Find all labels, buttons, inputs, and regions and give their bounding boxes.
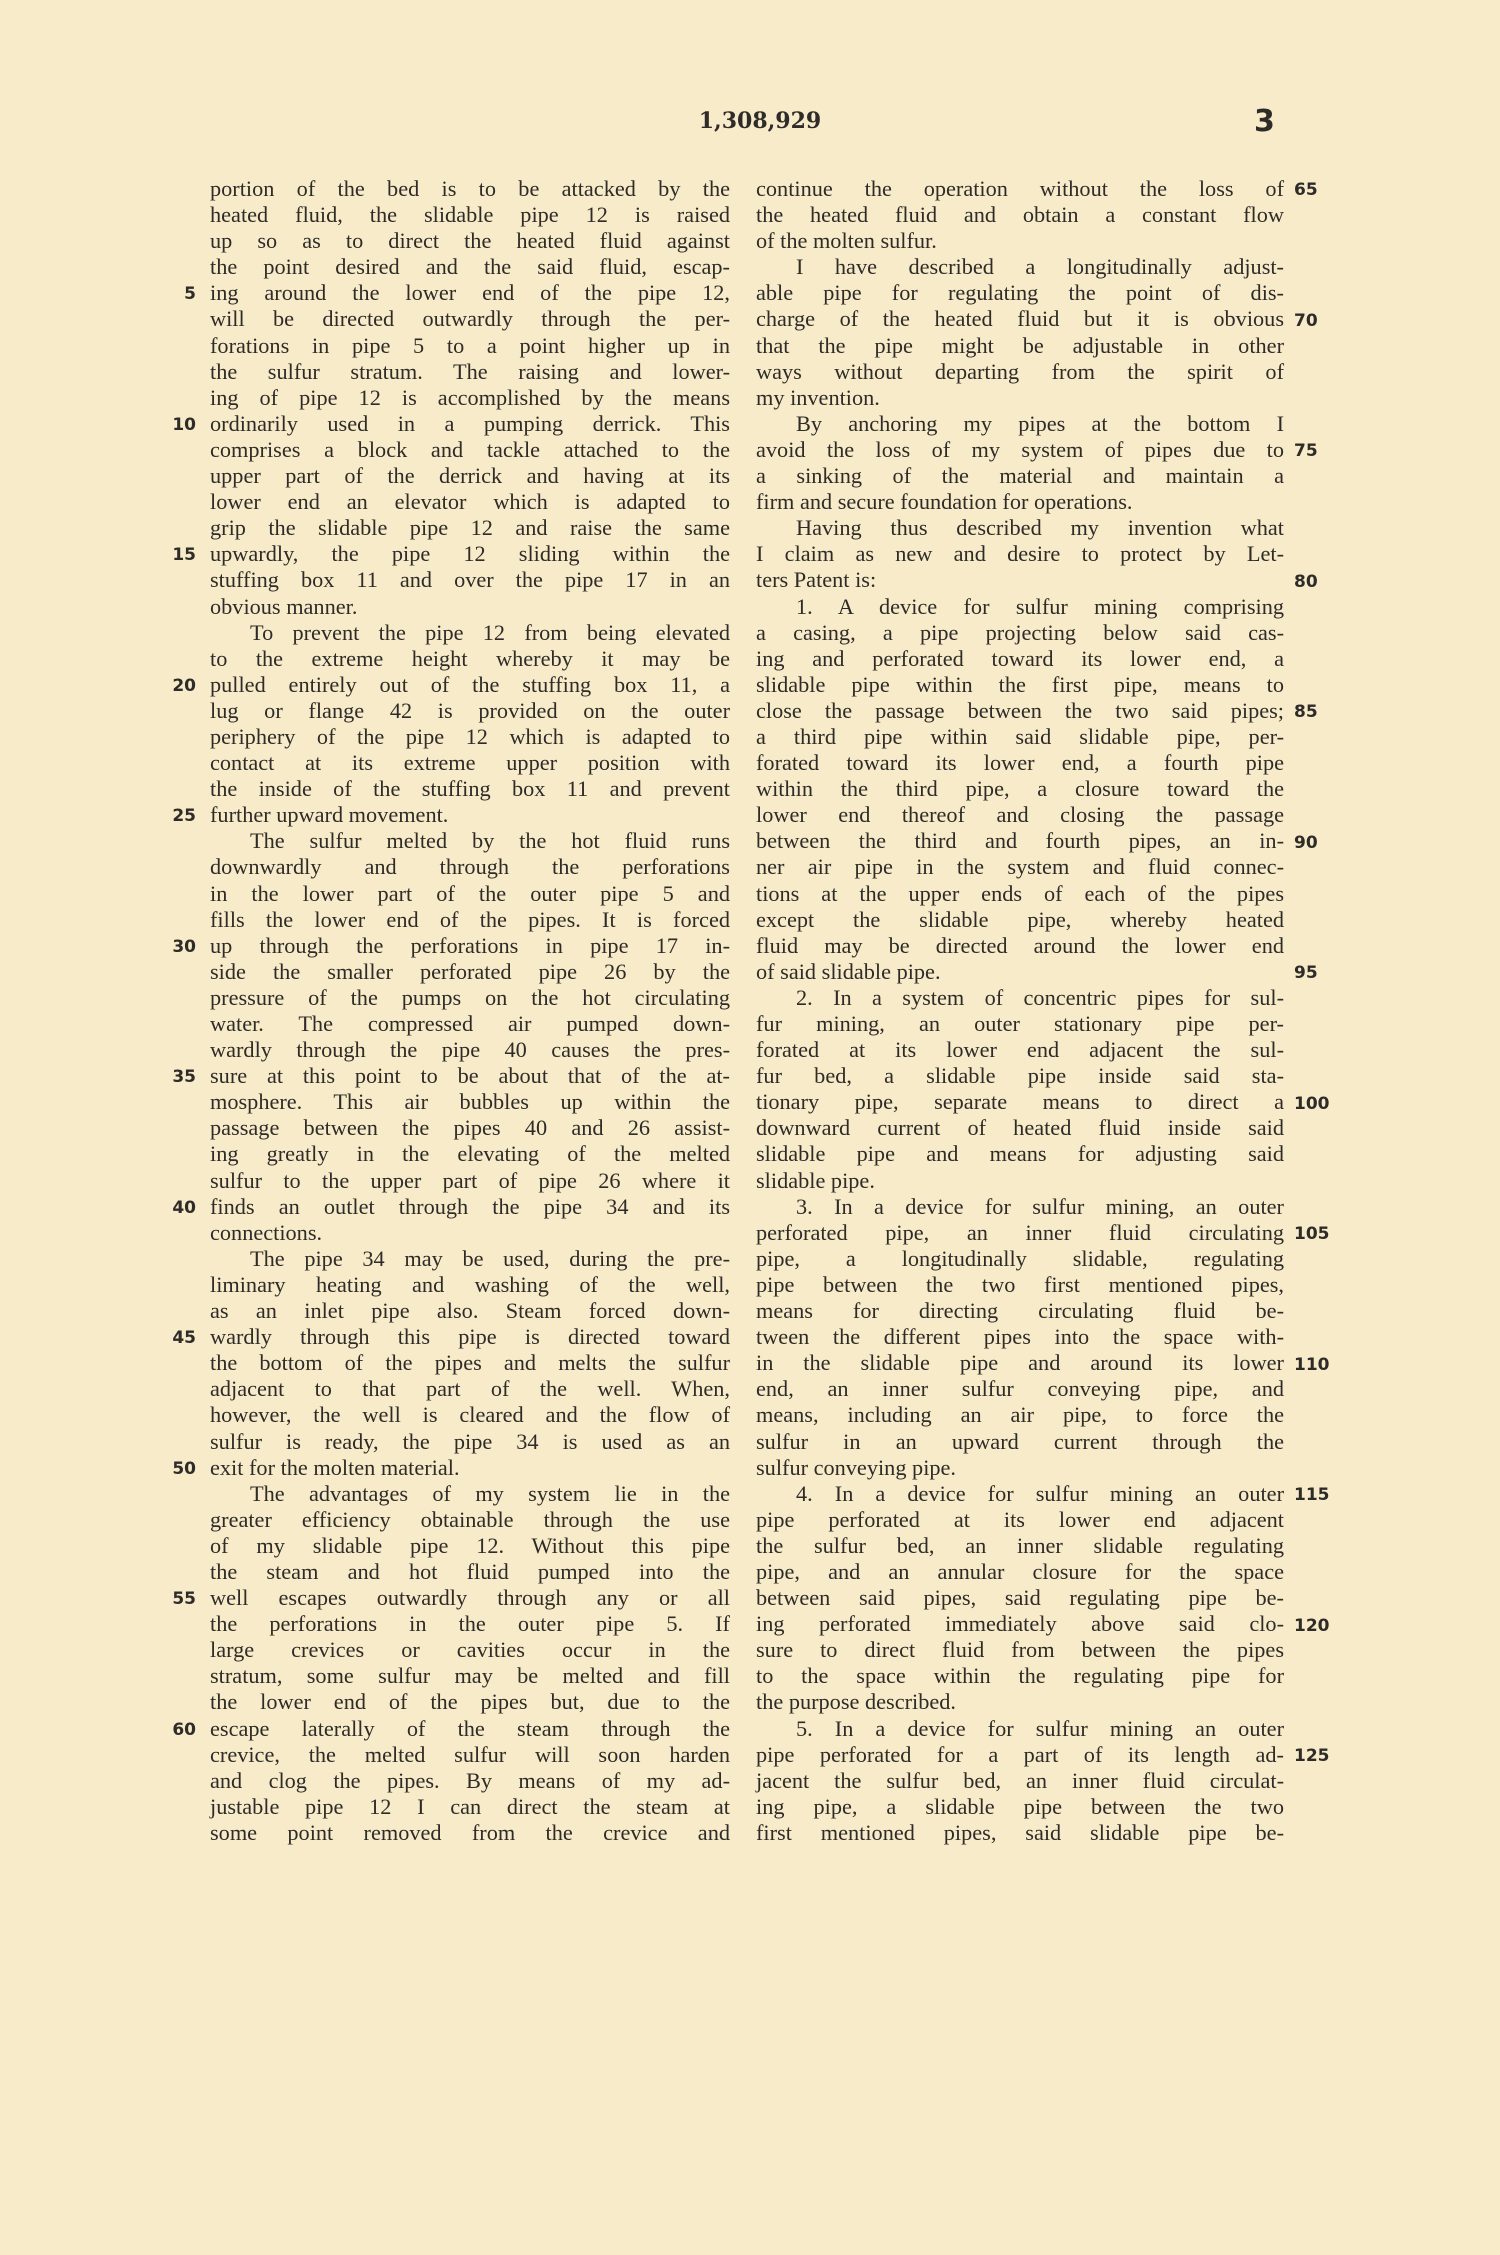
text-line: the steam and hot fluid pumped into the xyxy=(210,1558,730,1584)
line-number: 80 xyxy=(1294,571,1318,592)
text-line: lower end thereof and closing the passage xyxy=(756,802,1284,828)
text-line: pipe perforated for a part of its length ad- xyxy=(756,1741,1284,1767)
line-number: 85 xyxy=(1294,702,1318,722)
text-line: firm and secure foundation for operations. xyxy=(756,489,1133,515)
text-line: sulfur in an upward current through the xyxy=(756,1428,1284,1454)
text-line: my invention. xyxy=(756,384,880,410)
text-line: well escapes outwardly through any or all xyxy=(210,1585,730,1611)
line-number: 120 xyxy=(1294,1615,1330,1636)
text-line: the sulfur stratum. The raising and lower- xyxy=(210,358,730,384)
text-line: pipe, and an annular closure for the space xyxy=(756,1558,1284,1584)
text-line: ing perforated immediately above said clo- xyxy=(756,1611,1284,1637)
text-line: means, including an air pipe, to force the xyxy=(756,1402,1284,1428)
text-line: pipe, a longitudinally slidable, regulating xyxy=(756,1245,1284,1271)
text-line: heated fluid, the slidable pipe 12 is raised xyxy=(210,202,730,228)
text-line: greater efficiency obtainable through the use xyxy=(210,1506,730,1532)
text-line: finds an outlet through the pipe 34 and its xyxy=(210,1193,730,1219)
text-line: By anchoring my pipes at the bottom I xyxy=(796,410,1284,436)
left-text-column xyxy=(210,176,730,1846)
text-line: pulled entirely out of the stuffing box 11, a xyxy=(210,671,730,697)
line-number: 115 xyxy=(1294,1485,1330,1505)
text-line: ing pipe, a slidable pipe between the two xyxy=(756,1793,1284,1819)
text-line: exit for the molten material. xyxy=(210,1454,460,1480)
text-line: comprises a block and tackle attached to the xyxy=(210,436,730,462)
text-line: pipe between the two first mentioned pipes, xyxy=(756,1271,1284,1297)
text-line: perforated pipe, an inner fluid circulating xyxy=(756,1219,1284,1245)
right-text-column xyxy=(756,176,1284,1846)
text-line: slidable pipe within the first pipe, means to xyxy=(756,671,1284,697)
patent-number: 1,308,929 xyxy=(698,108,822,134)
text-line: fur mining, an outer stationary pipe per- xyxy=(756,1011,1284,1036)
line-number: 75 xyxy=(1294,441,1318,461)
text-line: close the passage between the two said pipes; xyxy=(756,697,1284,723)
text-line: contact at its extreme upper position with xyxy=(210,750,730,776)
text-line: the sulfur bed, an inner slidable regulating xyxy=(756,1532,1284,1558)
text-line: 1. A device for sulfur mining comprising xyxy=(796,593,1284,619)
text-line: up through the perforations in pipe 17 in- xyxy=(210,932,730,958)
text-line: The sulfur melted by the hot fluid runs xyxy=(250,828,730,854)
text-line: portion of the bed is to be attacked by the xyxy=(210,176,730,201)
text-line: wardly through the pipe 40 causes the pres- xyxy=(210,1037,730,1063)
text-line: connections. xyxy=(210,1219,323,1245)
text-line: fur bed, a slidable pipe inside said sta- xyxy=(756,1063,1284,1089)
text-line: charge of the heated fluid but it is obvious xyxy=(756,306,1284,332)
line-number: 45 xyxy=(172,1328,196,1349)
text-line: justable pipe 12 I can direct the steam at xyxy=(210,1793,730,1819)
text-line: jacent the sulfur bed, an inner fluid circulat- xyxy=(756,1767,1284,1793)
text-line: large crevices or cavities occur in the xyxy=(210,1637,730,1663)
text-line: ters Patent is: xyxy=(756,567,877,593)
text-line: sulfur to the upper part of pipe 26 where it xyxy=(210,1167,730,1193)
text-line: upwardly, the pipe 12 sliding within the xyxy=(210,541,730,567)
text-line: the heated fluid and obtain a constant flow xyxy=(756,202,1284,228)
text-line: fluid may be directed around the lower end xyxy=(756,932,1284,958)
page-number: 3 xyxy=(1254,104,1275,139)
text-line: stratum, some sulfur may be melted and fill xyxy=(210,1663,730,1689)
line-number: 90 xyxy=(1294,832,1318,853)
line-number: 5 xyxy=(184,284,196,305)
text-line: as an inlet pipe also. Steam forced down- xyxy=(210,1298,730,1324)
text-line: forated toward its lower end, a fourth pipe xyxy=(756,750,1284,776)
text-line: the point desired and the said fluid, escap- xyxy=(210,254,730,280)
text-line: will be directed outwardly through the per- xyxy=(210,306,730,332)
line-number: 20 xyxy=(172,675,196,696)
text-line: within the third pipe, a closure toward the xyxy=(756,776,1284,802)
text-line: between said pipes, said regulating pipe be- xyxy=(756,1585,1284,1611)
text-line: 3. In a device for sulfur mining, an outer xyxy=(796,1193,1284,1219)
text-line: forated at its lower end adjacent the sul- xyxy=(756,1037,1284,1063)
line-number: 10 xyxy=(172,414,196,435)
text-line: the lower end of the pipes but, due to the xyxy=(210,1689,730,1715)
text-line: The pipe 34 may be used, during the pre- xyxy=(250,1245,730,1271)
text-line: of my slidable pipe 12. Without this pipe xyxy=(210,1532,730,1558)
text-line: slidable pipe. xyxy=(756,1167,875,1193)
text-line: to the extreme height whereby it may be xyxy=(210,645,730,671)
text-line: ing of pipe 12 is accomplished by the means xyxy=(210,384,730,410)
text-line: crevice, the melted sulfur will soon harden xyxy=(210,1741,730,1767)
text-line: tionary pipe, separate means to direct a xyxy=(756,1089,1284,1115)
text-line: a third pipe within said slidable pipe, per- xyxy=(756,723,1284,749)
text-line: obvious manner. xyxy=(210,593,358,619)
text-line: further upward movement. xyxy=(210,802,449,828)
line-number: 60 xyxy=(172,1719,196,1740)
text-line: ing and perforated toward its lower end, a xyxy=(756,645,1284,671)
line-number: 70 xyxy=(1294,310,1318,331)
text-line: forations in pipe 5 to a point higher up in xyxy=(210,332,730,358)
text-line: slidable pipe and means for adjusting said xyxy=(756,1141,1284,1167)
text-line: means for directing circulating fluid be- xyxy=(756,1298,1284,1324)
text-line: lug or flange 42 is provided on the outer xyxy=(210,697,730,723)
text-line: pressure of the pumps on the hot circulating xyxy=(210,984,730,1010)
text-line: lower end an elevator which is adapted to xyxy=(210,489,730,515)
text-line: passage between the pipes 40 and 26 assist- xyxy=(210,1115,730,1141)
line-number: 50 xyxy=(172,1458,196,1479)
line-number: 65 xyxy=(1294,180,1318,200)
text-line: a sinking of the material and maintain a xyxy=(756,463,1284,489)
text-line: ordinarily used in a pumping derrick. This xyxy=(210,410,730,436)
line-number: 15 xyxy=(172,545,196,566)
text-line: in the slidable pipe and around its lower xyxy=(756,1350,1284,1376)
text-line: wardly through this pipe is directed toward xyxy=(210,1324,730,1350)
text-line: avoid the loss of my system of pipes due to xyxy=(756,436,1284,462)
text-line: 4. In a device for sulfur mining an outer xyxy=(796,1480,1284,1506)
text-line: ner air pipe in the system and fluid connec- xyxy=(756,854,1284,880)
text-line: I claim as new and desire to protect by Let- xyxy=(756,541,1284,567)
text-line: 5. In a device for sulfur mining an outer xyxy=(796,1715,1284,1741)
text-line: sure to direct fluid from between the pipes xyxy=(756,1637,1284,1663)
text-line: the perforations in the outer pipe 5. If xyxy=(210,1611,730,1637)
text-line: sure at this point to be about that of the at- xyxy=(210,1063,730,1089)
line-number: 110 xyxy=(1294,1354,1330,1375)
text-line: ing greatly in the elevating of the melted xyxy=(210,1141,730,1167)
text-line: I have described a longitudinally adjust- xyxy=(796,254,1284,280)
text-line: however, the well is cleared and the flow of xyxy=(210,1402,730,1428)
line-number: 125 xyxy=(1294,1746,1330,1766)
text-line: downward current of heated fluid inside said xyxy=(756,1115,1284,1141)
text-line: Having thus described my invention what xyxy=(796,515,1284,541)
text-line: grip the slidable pipe 12 and raise the same xyxy=(210,515,730,541)
text-line: that the pipe might be adjustable in other xyxy=(756,332,1284,358)
text-line: downwardly and through the perforations xyxy=(210,854,730,880)
line-number: 105 xyxy=(1294,1224,1330,1244)
text-line: sulfur conveying pipe. xyxy=(756,1454,957,1480)
text-line: to the space within the regulating pipe for xyxy=(756,1663,1284,1689)
text-line: up so as to direct the heated fluid against xyxy=(210,228,730,254)
text-line: some point removed from the crevice and xyxy=(210,1819,730,1845)
text-line: water. The compressed air pumped down- xyxy=(210,1011,730,1036)
line-number: 95 xyxy=(1294,963,1318,983)
text-line: of said slidable pipe. xyxy=(756,958,941,984)
line-number: 25 xyxy=(172,806,196,827)
text-line: and clog the pipes. By means of my ad- xyxy=(210,1767,730,1793)
text-line: of the molten sulfur. xyxy=(756,228,937,254)
text-line: side the smaller perforated pipe 26 by the xyxy=(210,958,730,984)
text-line: stuffing box 11 and over the pipe 17 in an xyxy=(210,567,730,593)
text-line: adjacent to that part of the well. When, xyxy=(210,1376,730,1402)
text-line: between the third and fourth pipes, an in- xyxy=(756,828,1284,854)
text-line: tions at the upper ends of each of the pipes xyxy=(756,880,1284,906)
text-line: pipe perforated at its lower end adjacent xyxy=(756,1506,1284,1532)
text-line: periphery of the pipe 12 which is adapted to xyxy=(210,723,730,749)
text-line: liminary heating and washing of the well, xyxy=(210,1271,730,1297)
line-number: 100 xyxy=(1294,1093,1330,1114)
text-line: tween the different pipes into the space with- xyxy=(756,1324,1284,1350)
text-line: first mentioned pipes, said slidable pipe be- xyxy=(756,1819,1284,1845)
text-line: end, an inner sulfur conveying pipe, and xyxy=(756,1376,1284,1402)
text-line: mosphere. This air bubbles up within the xyxy=(210,1089,730,1115)
text-line: the bottom of the pipes and melts the sulfur xyxy=(210,1350,730,1376)
line-number: 35 xyxy=(172,1067,196,1088)
text-line: escape laterally of the steam through the xyxy=(210,1715,730,1741)
text-line: except the slidable pipe, whereby heated xyxy=(756,906,1284,932)
text-line: the purpose described. xyxy=(756,1689,956,1715)
text-line: able pipe for regulating the point of dis- xyxy=(756,280,1284,306)
line-number: 30 xyxy=(172,936,196,957)
text-line: ways without departing from the spirit of xyxy=(756,358,1284,384)
text-line: upper part of the derrick and having at its xyxy=(210,463,730,489)
text-line: a casing, a pipe projecting below said cas- xyxy=(756,619,1284,645)
text-line: ing around the lower end of the pipe 12, xyxy=(210,280,730,306)
text-line: The advantages of my system lie in the xyxy=(250,1480,730,1506)
text-line: the inside of the stuffing box 11 and prevent xyxy=(210,776,730,802)
line-number: 55 xyxy=(172,1589,196,1610)
line-number: 40 xyxy=(172,1197,196,1218)
text-line: fills the lower end of the pipes. It is forced xyxy=(210,906,730,932)
text-line: To prevent the pipe 12 from being elevated xyxy=(250,619,730,645)
text-line: in the lower part of the outer pipe 5 and xyxy=(210,880,730,906)
text-line: sulfur is ready, the pipe 34 is used as an xyxy=(210,1428,730,1454)
text-line: continue the operation without the loss of xyxy=(756,176,1284,201)
text-line: 2. In a system of concentric pipes for sul- xyxy=(796,984,1284,1010)
